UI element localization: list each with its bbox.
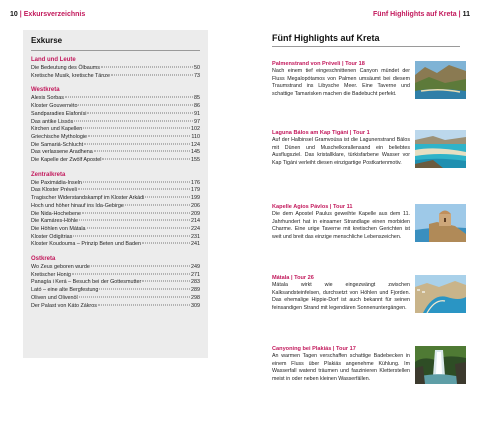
highlights-divider	[272, 46, 460, 47]
dot-leader	[83, 181, 190, 182]
index-entry-label: Die Nida-Hochebene	[31, 210, 82, 217]
dot-leader	[78, 189, 190, 190]
dot-leader	[87, 227, 190, 228]
index-entry[interactable]	[31, 264, 200, 272]
palm-beach-canyon-photo	[415, 61, 466, 99]
index-entry-page: 199	[191, 195, 200, 202]
dot-leader	[94, 151, 190, 152]
index-entry-label: Die Samariá-Schlucht	[31, 141, 84, 148]
index-section-title: Westkreta	[31, 87, 60, 94]
highlight-description: Mátala wirkt wie eingezwängt zwischen Kalksandsteinfelsen, durchsetzt von Höhlen und Fjorden. Das ehemalige Hippie-Dorf ist auch bekannt für seinen feinsandigen Strand mit legendären Sonnenuntergängen.	[272, 282, 410, 311]
index-entry-page: 155	[191, 157, 200, 164]
left-page-number: 10	[10, 11, 18, 18]
waterfall-photo	[415, 346, 466, 384]
index-section	[31, 87, 200, 164]
index-entry[interactable]	[31, 241, 200, 249]
index-entry[interactable]	[31, 73, 200, 81]
index-entry-page: 110	[191, 133, 200, 140]
index-entry[interactable]	[31, 203, 200, 211]
index-entry-label: Das Kloster Préveli	[31, 187, 77, 194]
index-entry-page: 86	[194, 103, 200, 110]
index-entry[interactable]	[31, 218, 200, 226]
index-entry-page: 91	[194, 110, 200, 117]
index-entry[interactable]	[31, 279, 200, 287]
index-entry-label: Hoch und höher hinauf ins Ida-Gebirge	[31, 202, 124, 209]
highlight-text-block	[272, 204, 410, 241]
highlight-description: Die dem Apostel Paulus geweihte Kapelle aus dem 11. Jahrhundert hat in einsamer Strandlage einen morbiden Charme. Eine urige Taverne mit kretischen Gerichten ist weit und breit das einzige menschliche Lebenszeichen.	[272, 211, 410, 240]
index-entry-page: 73	[194, 72, 200, 79]
dot-leader	[98, 304, 190, 305]
dot-leader	[79, 220, 190, 221]
dot-leader	[72, 273, 190, 274]
index-entry-label: Alexis Sorbas	[31, 95, 64, 102]
index-entry-page: 224	[191, 225, 200, 232]
index-entry-label: Tragischer Widerstandskampf im Kloster Arkádi	[31, 195, 145, 202]
dot-leader	[142, 281, 190, 282]
index-entry-label: Die Bedeutung des Ölbaums	[31, 65, 100, 71]
dot-leader	[65, 97, 193, 98]
highlight-description: Auf der Halbinsel Gramvoúsa ist die Lagunenstrand Bálos mit Dünen und Muschelkorallensand ein beliebtes Ausflugsziel. Das kristallklare, türkisfarbene Wasser vor Kap Tigáni verleiht diesen einzigartige Postkartenmotiv.	[272, 137, 410, 166]
index-entry-label: Die Höhlen von Mátala	[31, 225, 86, 232]
index-entry-page: 50	[194, 65, 200, 71]
highlight-heading[interactable]: Palmenstrand von Préveli | Tour 18	[272, 61, 365, 67]
index-entry-page: 102	[191, 126, 200, 133]
index-section	[31, 172, 200, 249]
index-entry-label: Die Paximádia-Inseln	[31, 179, 82, 186]
index-section	[31, 256, 200, 310]
dot-leader	[142, 243, 190, 244]
dot-leader	[83, 128, 190, 129]
index-entry-page: 85	[194, 95, 200, 102]
index-entry-page: 206	[191, 202, 200, 209]
header-separator: |	[458, 11, 461, 18]
right-page-running-title: Fünf Highlights auf Kreta	[373, 11, 457, 18]
index-entry-page: 283	[191, 279, 200, 286]
index-title: Exkurse	[31, 36, 200, 51]
dot-leader	[111, 74, 193, 75]
index-entry-page: 309	[191, 302, 200, 309]
dot-leader	[78, 105, 193, 106]
right-page-number: 11	[462, 11, 470, 18]
dot-leader	[125, 204, 190, 205]
highlight-heading[interactable]: Kapelle Agios Pávlos | Tour 11	[272, 204, 353, 210]
index-entry-page: 179	[191, 187, 200, 194]
index-section-title: Ostkreta	[31, 256, 56, 263]
index-entry-page: 176	[191, 179, 200, 186]
index-entry-label: Sandparadies Elafonísi	[31, 110, 87, 117]
index-section	[31, 57, 200, 80]
dot-leader	[84, 143, 190, 144]
index-entry-page: 231	[191, 233, 200, 240]
index-entry-label: Panagía i Kerá – Besuch bei der Gottesmutter	[31, 279, 142, 286]
dot-leader	[88, 135, 190, 136]
index-entry[interactable]	[31, 142, 200, 150]
index-sections	[31, 57, 200, 310]
index-entry[interactable]	[31, 195, 200, 203]
index-entry-label: Kloster Gouvernéto	[31, 103, 78, 110]
index-entry-label: Kretische Musik, kretische Tänze	[31, 72, 110, 79]
index-entry-label: Kirchen und Kapellen	[31, 126, 83, 133]
index-entry[interactable]	[31, 65, 200, 73]
dot-leader	[73, 235, 190, 236]
matala-bay-photo	[415, 275, 466, 313]
index-entry-label: Kretischer Honig	[31, 271, 71, 278]
excursion-index-panel	[23, 30, 208, 358]
index-entry[interactable]	[31, 95, 200, 103]
dot-leader	[87, 112, 193, 113]
right-page-header	[373, 11, 470, 18]
highlight-description: An warmen Tagen verschaffen schattige Badebecken in einem Fluss über Plakiás angenehme Kühlung. Im Wasserfall watend träumen und faszinieren Kletterstellen meist in oder neben kleinen Wasserfällen.	[272, 353, 410, 382]
index-entry-page: 298	[191, 294, 200, 301]
index-entry[interactable]	[31, 126, 200, 134]
left-page-running-title: Exkursverzeichnis	[23, 11, 86, 18]
dot-leader	[82, 212, 190, 213]
index-entry-page: 214	[191, 218, 200, 225]
index-entry-label: Das antike Lissós	[31, 118, 74, 125]
lagoon-photo	[415, 130, 466, 168]
highlight-heading[interactable]: Canyoning bei Plakiás | Tour 17	[272, 346, 356, 352]
index-entry[interactable]	[31, 287, 200, 295]
highlight-text-block	[272, 130, 410, 167]
index-entry[interactable]	[31, 234, 200, 242]
highlights-title: Fünf Highlights auf Kreta	[272, 33, 380, 43]
dot-leader	[74, 120, 193, 121]
index-entry[interactable]	[31, 272, 200, 280]
index-entry[interactable]	[31, 180, 200, 188]
index-section-title: Land und Leute	[31, 57, 76, 63]
highlight-heading[interactable]: Laguna Bálos am Kap Tigáni | Tour 1	[272, 130, 370, 136]
dot-leader	[102, 159, 190, 160]
index-entry[interactable]	[31, 303, 200, 311]
index-entry-label: Oliven und Olivenöl	[31, 294, 78, 301]
highlight-text-block	[272, 275, 410, 312]
index-entry-label: Die Kamáres-Höhle	[31, 218, 79, 225]
index-entry-label: Griechische Mythologie	[31, 133, 88, 140]
index-entry[interactable]	[31, 119, 200, 127]
index-entry[interactable]	[31, 134, 200, 142]
index-entry-label: Kloster Odigítrias	[31, 233, 73, 240]
index-entry-label: Lató – eine alte Bergfestung	[31, 287, 99, 294]
index-entry-page: 124	[191, 141, 200, 148]
index-entry-page: 209	[191, 210, 200, 217]
index-entry-page: 145	[191, 149, 200, 156]
highlight-text-block	[272, 346, 410, 383]
chapel-photo	[415, 204, 466, 242]
index-entry-label: Wo Zeus geboren wurde	[31, 264, 90, 271]
header-separator: |	[19, 11, 22, 18]
dot-leader	[145, 197, 190, 198]
index-entry[interactable]	[31, 295, 200, 303]
dot-leader	[99, 289, 190, 290]
dot-leader	[101, 67, 193, 68]
index-entry[interactable]	[31, 149, 200, 157]
index-entry-page: 241	[191, 241, 200, 248]
highlight-description: Nach einem tief eingeschnittenen Canyon mündet der Fluss Megalopótamos von Palmen umsäumt bei diesem Traumstrand ins Libysche Meer. Eine Taverne und schattige Tamarisken machen die Badebucht perfekt.	[272, 68, 410, 97]
left-page-header	[10, 11, 85, 18]
index-entry-page: 249	[191, 264, 200, 271]
index-entry[interactable]	[31, 111, 200, 119]
index-entry[interactable]	[31, 211, 200, 219]
index-entry-label: Kloster Koudouma – Prinzip Beten und Baden	[31, 241, 141, 248]
index-entry-page: 271	[191, 271, 200, 278]
index-entry[interactable]	[31, 157, 200, 165]
index-entry-label: Der Palast von Káto Zákros	[31, 302, 97, 309]
index-entry-label: Die Kapelle der Zwölf Apostel	[31, 157, 102, 164]
dot-leader	[79, 296, 190, 297]
index-entry[interactable]	[31, 103, 200, 111]
dot-leader	[91, 266, 190, 267]
index-entry-label: Das verlassene Aradhena	[31, 149, 93, 156]
index-entry-page: 289	[191, 287, 200, 294]
index-entry[interactable]	[31, 187, 200, 195]
index-entry-page: 97	[194, 118, 200, 125]
highlight-text-block	[272, 61, 410, 98]
index-section-title: Zentralkreta	[31, 171, 66, 178]
index-entry[interactable]	[31, 226, 200, 234]
highlight-heading[interactable]: Mátala | Tour 26	[272, 275, 314, 281]
